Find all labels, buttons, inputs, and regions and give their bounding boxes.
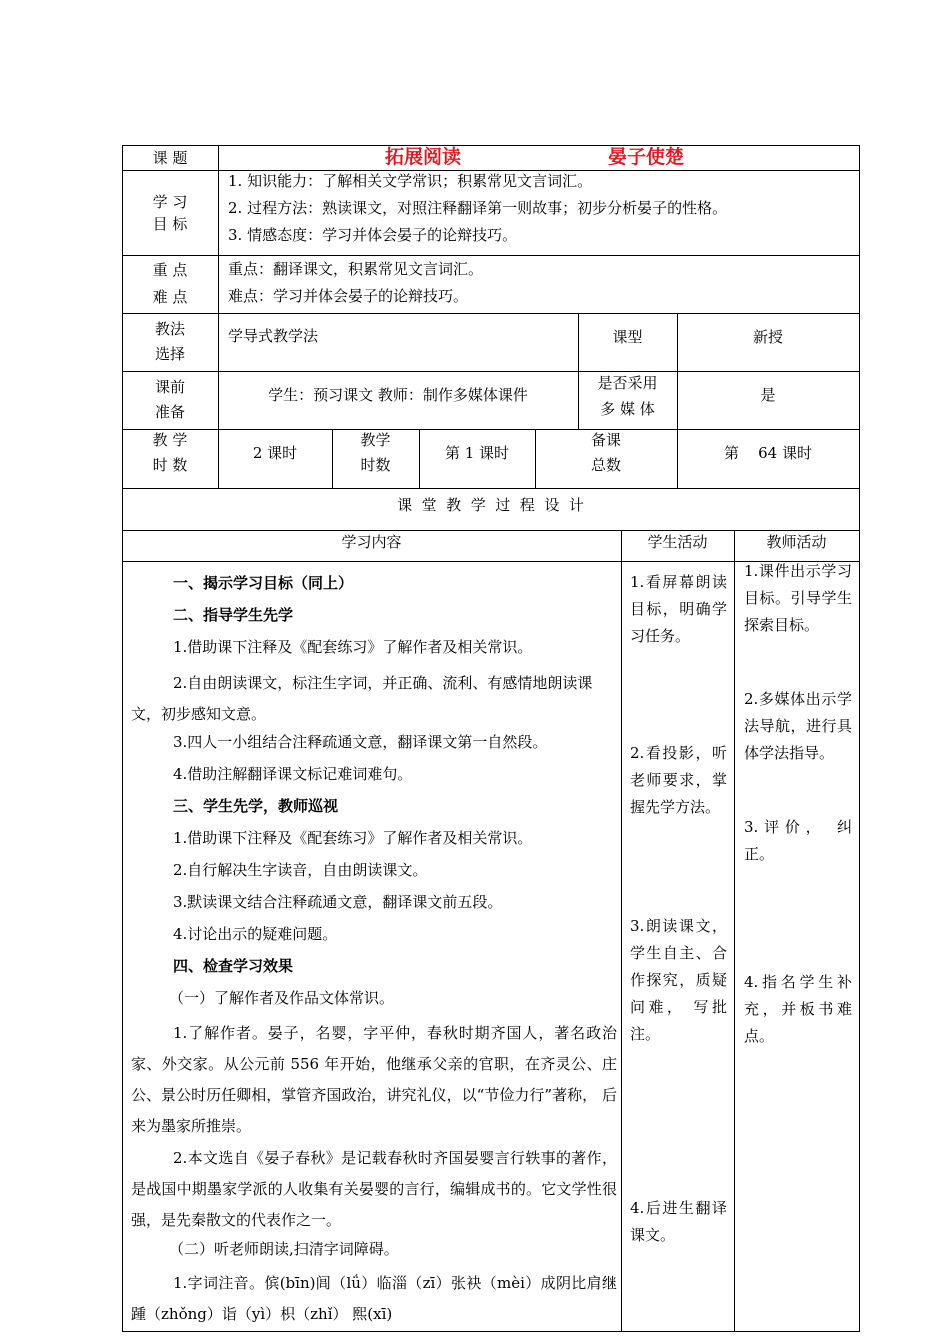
teacher-activity: 4.指名学生补充，并板书难点。 (744, 973, 852, 1045)
hours-value-2: 第 1 课时 (444, 444, 510, 462)
hours-label-3: 备课 总数 (590, 430, 621, 474)
column-header-student: 学生活动 (647, 532, 708, 551)
content-item: 3.四人一小组结合注释疏通文意，翻译课文第一自然段。 (173, 733, 548, 751)
student-activity: 2.看投影，听老师要求，掌握先学方法。 (630, 744, 727, 816)
student-activity: 3.朗读课文， 学生自主、合作探究，质疑问难， 写批注。 (630, 917, 727, 1043)
subsection-heading: （二）听老师朗读,扫清字词障碍。 (169, 1240, 399, 1258)
teacher-activity: 1.课件出示学习目标。引导学生探索目标。 (744, 562, 852, 634)
objectives-list (228, 168, 853, 249)
keypoint-item: 难点：学习并体会晏子的论辩技巧。 (228, 287, 469, 305)
content-item: 4.讨论出示的疑难问题。 (173, 925, 338, 943)
hours-value: 2 课时 (252, 444, 298, 462)
media-value: 是 (760, 385, 776, 404)
content-paragraph: 1.字词注音。傧(bīn)闾（lǘ）临淄（zī）张袂（mèi）成阴比肩继踵（zhǒng）诣（yì）枳（zhǐ） 熙(xī) (131, 1274, 617, 1323)
lesson-title-right: 晏子使楚 (608, 146, 685, 168)
content-item: 1.借助课下注释及《配套练习》了解作者及相关常识。 (173, 829, 533, 847)
teacher-activity: 3.评价， 纠正。 (744, 818, 852, 863)
method-value: 学导式教学法 (228, 327, 319, 345)
student-activity: 4.后进生翻译课文。 (630, 1199, 727, 1244)
hours-label-2: 教学 时数 (360, 430, 391, 474)
objective-item: 3. 情感态度：学习并体会晏子的论辩技巧。 (228, 226, 518, 244)
objective-item: 1. 知识能力：了解相关文学常识；积累常见文言词汇。 (228, 172, 593, 190)
design-title: 课 堂 教 学 过 程 设 计 (397, 495, 584, 514)
content-item: 2.自由朗读课文，标注生字词，并正确、流利、有感情地朗读课文，初步感知文意。 (131, 674, 593, 723)
column-header-teacher: 教师活动 (766, 532, 827, 551)
teacher-activity: 2.多媒体出示学法导航，进行具体学法指导。 (744, 690, 852, 762)
section-heading: 二、指导学生先学 (173, 606, 294, 624)
hours-value-3: 第 64 课时 (724, 444, 812, 462)
content-paragraph: 2.本文选自《晏子春秋》是记载春秋时齐国晏婴言行轶事的著作，是战国中期墨家学派的人收集有关晏婴的言行，编辑成书的。它文学性很强，是先秦散文的代表作之一。 (131, 1149, 617, 1229)
lesson-type-label: 课型 (612, 327, 643, 346)
keypoints-label: 重 点 难 点 (152, 261, 188, 306)
objectives-label: 学 习 目 标 (152, 192, 188, 233)
media-label: 是否采用 多 媒 体 (597, 374, 658, 418)
subsection-heading: （一）了解作者及作品文体常识。 (169, 989, 395, 1007)
objective-item: 2. 过程方法：熟读课文，对照注释翻译第一则故事；初步分析晏子的性格。 (228, 199, 728, 217)
student-activity: 1.看屏幕朗读目标，明确学习任务。 (630, 573, 727, 645)
hours-label: 教 学 时 数 (152, 430, 188, 474)
content-item: 2.自行解决生字读音，自由朗读课文。 (173, 861, 428, 879)
topic-label: 课 题 (152, 149, 188, 167)
keypoint-item: 重点：翻译课文，积累常见文言词汇。 (228, 260, 484, 278)
column-header-content: 学习内容 (341, 532, 402, 551)
lesson-title-left: 拓展阅读 (385, 146, 462, 168)
section-heading: 三、学生先学，教师巡视 (173, 797, 339, 815)
content-item: 1.借助课下注释及《配套练习》了解作者及相关常识。 (173, 638, 533, 656)
keypoints-list (228, 256, 853, 310)
prep-label: 课前 准备 (154, 378, 185, 421)
content-paragraph: 1.了解作者。晏子，名婴，字平仲，春秋时期齐国人，著名政治家、外交家。从公元前 556 年开始，他继承父亲的官职，在齐灵公、庄公、景公时历任卿相，掌管齐国政治，讲究礼仪，以“节俭力行”著称， 后来为墨家所推崇。 (131, 1024, 617, 1135)
content-item: 4.借助注解翻译课文标记难词难句。 (173, 765, 413, 783)
lesson-type-value: 新授 (752, 327, 783, 346)
prep-value: 学生：预习课文 教师：制作多媒体课件 (268, 385, 528, 404)
section-heading: 四、检查学习效果 (173, 957, 294, 975)
section-heading: 一、揭示学习目标（同上） (173, 574, 354, 592)
method-label: 教法 选择 (154, 320, 185, 363)
content-item: 3.默读课文结合注释疏通文意，翻译课文前五段。 (173, 893, 503, 911)
